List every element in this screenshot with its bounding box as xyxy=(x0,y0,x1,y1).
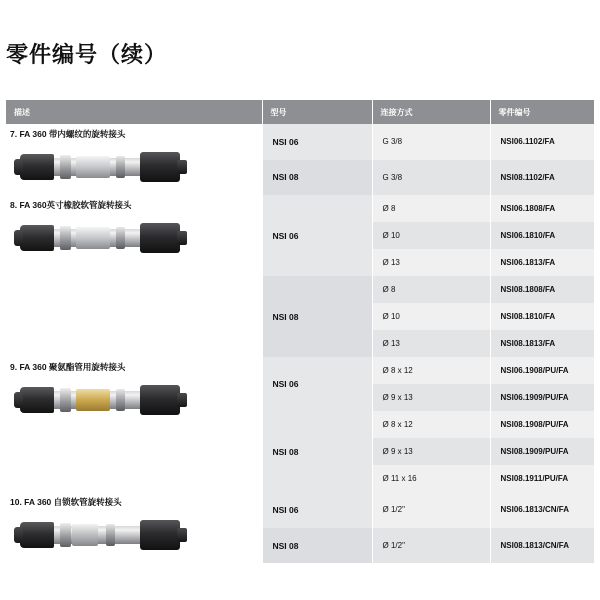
part-number-cell: NSI08.1911/PU/FA xyxy=(490,465,594,492)
connection-cell: Ø 9 x 13 xyxy=(372,438,490,465)
table-body xyxy=(6,124,594,563)
connection-cell: Ø 13 xyxy=(372,330,490,357)
product-description-text: 7. FA 360 带内螺纹的旋转接头 xyxy=(10,129,126,139)
part-number-cell: NSI06.1909/PU/FA xyxy=(490,384,594,411)
model-cell: NSI 06 xyxy=(262,492,372,528)
column-header-model: 型号 xyxy=(262,100,372,124)
part-number-cell: NSI08.1813/CN/FA xyxy=(490,528,594,564)
product-description-text: 10. FA 360 自锁软管旋转接头 xyxy=(10,497,122,508)
parts-table xyxy=(6,100,594,563)
connection-cell: Ø 13 xyxy=(372,249,490,276)
swivel-coupling-self-locking-photo xyxy=(20,513,180,559)
connection-cell: Ø 1/2" xyxy=(372,528,490,564)
product-description-cell xyxy=(6,124,262,195)
part-number-cell: NSI08.1909/PU/FA xyxy=(490,438,594,465)
part-number-cell: NSI06.1808/FA xyxy=(490,195,594,222)
product-description-text: 8. FA 360英寸橡胶软管旋转接头 xyxy=(10,200,132,211)
part-number-cell: NSI08.1102/FA xyxy=(490,160,594,196)
model-cell: NSI 06 xyxy=(262,357,372,411)
product-description-cell xyxy=(6,357,262,492)
part-number-cell: NSI06.1813/FA xyxy=(490,249,594,276)
table-row xyxy=(6,195,594,222)
connection-cell: G 3/8 xyxy=(372,124,490,160)
product-description-cell xyxy=(6,195,262,357)
model-cell: NSI 08 xyxy=(262,411,372,492)
part-number-cell: NSI08.1808/FA xyxy=(490,276,594,303)
part-number-cell: NSI06.1810/FA xyxy=(490,222,594,249)
swivel-coupling-pu-hose-photo xyxy=(20,378,180,424)
table-row xyxy=(6,492,594,528)
table-row xyxy=(6,124,594,160)
model-cell: NSI 08 xyxy=(262,276,372,357)
product-description-cell xyxy=(6,492,262,563)
product-description-text: 9. FA 360 聚氨酯管用旋转接头 xyxy=(10,362,126,373)
connection-cell: Ø 8 x 12 xyxy=(372,411,490,438)
part-number-cell: NSI08.1908/PU/FA xyxy=(490,411,594,438)
connection-cell: Ø 8 xyxy=(372,195,490,222)
table-header-row xyxy=(6,100,594,124)
swivel-coupling-threaded-photo xyxy=(20,145,180,191)
connection-cell: Ø 9 x 13 xyxy=(372,384,490,411)
connection-cell: Ø 10 xyxy=(372,222,490,249)
part-number-cell: NSI06.1908/PU/FA xyxy=(490,357,594,384)
connection-cell: Ø 10 xyxy=(372,303,490,330)
connection-cell: Ø 1/2" xyxy=(372,492,490,528)
column-header-part-number: 零件编号 xyxy=(490,100,594,124)
swivel-coupling-rubber-hose-photo xyxy=(20,216,180,262)
model-cell: NSI 08 xyxy=(262,160,372,196)
parts-table-container xyxy=(6,100,594,563)
model-cell: NSI 06 xyxy=(262,195,372,276)
model-cell: NSI 06 xyxy=(262,124,372,160)
table-row xyxy=(6,357,594,384)
connection-cell: Ø 8 xyxy=(372,276,490,303)
connection-cell: Ø 11 x 16 xyxy=(372,465,490,492)
connection-cell: G 3/8 xyxy=(372,160,490,196)
part-number-cell: NSI06.1102/FA xyxy=(490,124,594,160)
table-header xyxy=(6,100,594,124)
page-title: 零件编号（续） xyxy=(6,42,168,67)
part-number-cell: NSI08.1813/FA xyxy=(490,330,594,357)
column-header-connection: 连接方式 xyxy=(372,100,490,124)
part-number-cell: NSI08.1810/FA xyxy=(490,303,594,330)
connection-cell: Ø 8 x 12 xyxy=(372,357,490,384)
column-header-description: 描述 xyxy=(6,100,262,124)
part-number-cell: NSI06.1813/CN/FA xyxy=(490,492,594,528)
model-cell: NSI 08 xyxy=(262,528,372,564)
